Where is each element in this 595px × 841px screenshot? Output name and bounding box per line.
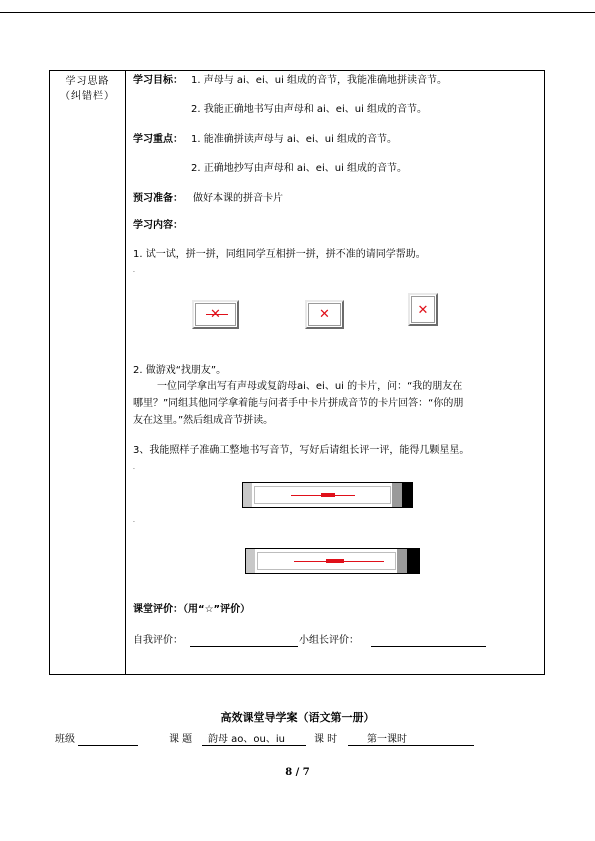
period-label: 课 时: [314, 734, 338, 745]
broken-image-icon: ✕: [417, 303, 429, 318]
group-leader-evaluation-label: 小组长评价：: [299, 635, 359, 646]
class-blank[interactable]: [78, 745, 138, 746]
anchor-dot: ·: [133, 269, 135, 276]
self-evaluation-blank[interactable]: [190, 646, 298, 647]
footer-title: 高效课堂导学案（语文第一册）: [220, 711, 375, 724]
objective-item-1: 1. 声母与 ai、ei、ui 组成的音节，我能准确地拼读音节。: [191, 75, 448, 86]
anchor-dot: ·: [133, 466, 135, 473]
self-evaluation-label: 自我评价：: [133, 635, 183, 646]
key-point-item-1: 1. 能准确拼读声母与 ai、ei、ui 组成的音节。: [191, 134, 398, 145]
content-label: 学习内容：: [133, 220, 183, 231]
writing-sample-image-2: [245, 548, 420, 574]
lesson-table: [49, 70, 545, 675]
activity-2-title: 2. 做游戏“找朋友”。: [133, 365, 227, 376]
notes-column-title: 学习思路: [65, 76, 110, 87]
activity-1-text: 1. 试一试，拼一拼，同组同学互相拼一拼，拼不准的请同学帮助。: [133, 249, 426, 260]
class-label: 班级: [55, 734, 75, 745]
preview-text: 做好本课的拼音卡片: [193, 193, 283, 204]
activity-3-text: 3、我能照样子准确工整地书写音节，写好后请组长评一评，能得几颗星星。: [133, 445, 470, 456]
broken-image-icon: ✕: [319, 307, 330, 322]
objectives-label: 学习目标：: [133, 75, 183, 86]
activity-2-line-2: 哪里？”同组其他同学拿着能与问者手中卡片拼成音节的卡片回答：“你的朋: [133, 398, 464, 409]
activity-2-line-3: 友在这里。”然后组成音节拼读。: [133, 415, 274, 426]
image-placeholder-1: [192, 300, 239, 329]
topic-underline: [202, 745, 306, 746]
writing-sample-image-1: [242, 482, 413, 508]
top-rule: [0, 12, 595, 13]
period-value: 第一课时: [367, 734, 407, 745]
evaluation-title: 课堂评价：（用“☆”评价）: [133, 604, 251, 615]
anchor-dot: ·: [133, 519, 135, 526]
notes-column-header: [50, 74, 125, 104]
key-point-item-2: 2. 正确地抄写由声母和 ai、ei、ui 组成的音节。: [191, 163, 408, 174]
objective-item-2: 2. 我能正确地书写由声母和 ai、ei、ui 组成的音节。: [191, 104, 428, 115]
activity-2-line-1: 一位同学拿出写有声母或复韵母ai、ei、ui 的卡片，问：“我的朋友在: [157, 381, 463, 392]
image-placeholder-3: [408, 293, 438, 326]
key-points-label: 学习重点：: [133, 134, 183, 145]
period-underline: [348, 745, 474, 746]
preview-label: 预习准备：: [133, 193, 183, 204]
page-number: 8 / 7: [285, 767, 310, 778]
image-placeholder-2: [305, 300, 344, 329]
notes-column-subtitle: （纠错栏）: [60, 91, 115, 102]
topic-label: 课 题: [169, 734, 193, 745]
group-leader-evaluation-blank[interactable]: [371, 646, 486, 647]
table-column-divider: [125, 70, 126, 675]
topic-value: 韵母 ao、ou、iu: [208, 734, 285, 745]
